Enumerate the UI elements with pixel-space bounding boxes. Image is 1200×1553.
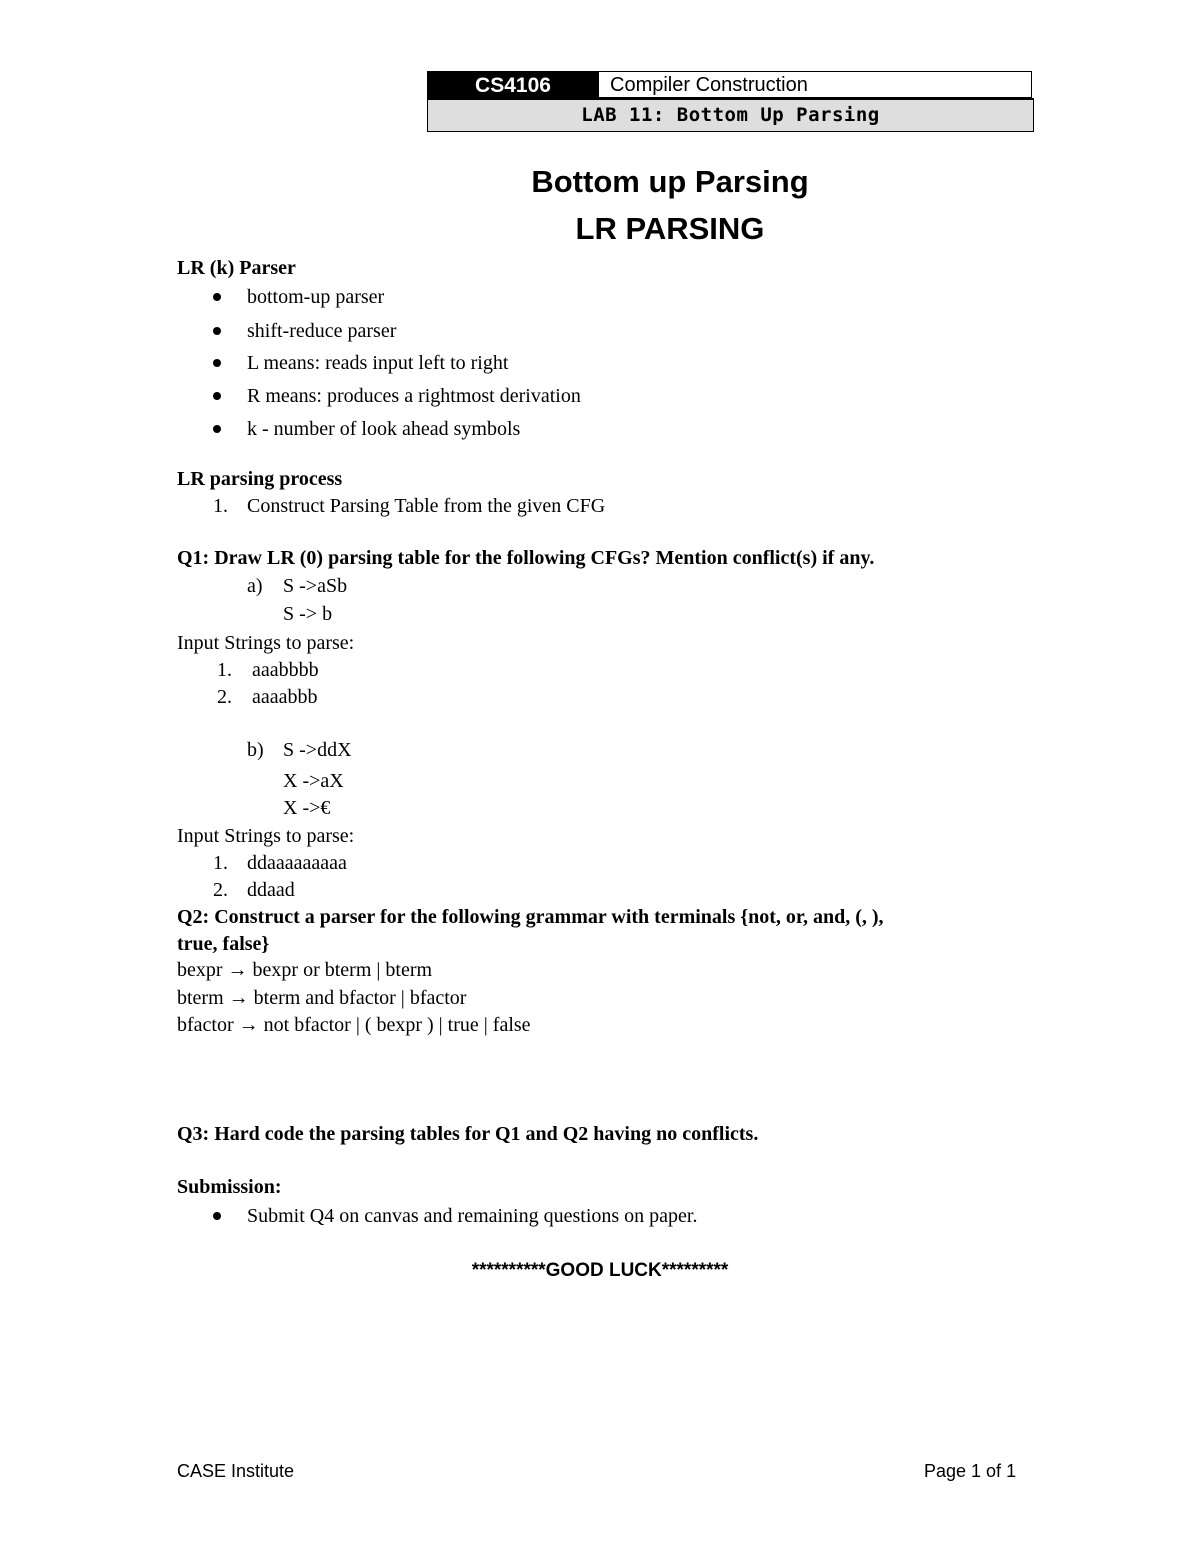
course-code: CS4106 (427, 71, 599, 100)
q2-heading: Q2: Construct a parser for the following grammar with terminals {not, or, and, (, ), (177, 906, 884, 928)
grammar-rule: S -> b (283, 603, 333, 625)
grammar-rule: bexpr → bexpr or bterm | bterm (177, 959, 433, 981)
grammar-rule: X ->€ (283, 797, 331, 819)
grammar-rule: bterm → bterm and bfactor | bfactor (177, 987, 467, 1009)
good-luck: **********GOOD LUCK********* (471, 1260, 729, 1281)
grammar-rule: bfactor → not bfactor | ( bexpr ) | true | false (177, 1014, 531, 1036)
footer-page-number: Page 1 of 1 (924, 1461, 1017, 1481)
list-number: 1. (213, 852, 228, 874)
course-name: Compiler Construction (597, 71, 1032, 98)
list-number: 2. (217, 686, 232, 708)
grammar-rule: S ->ddX (283, 739, 352, 761)
list-number: 1. (213, 495, 228, 517)
input-string: ddaad (247, 879, 295, 901)
lab-title: LAB 11: Bottom Up Parsing (427, 98, 1034, 132)
list-item: R means: produces a rightmost derivation (247, 383, 581, 409)
list-item: k - number of look ahead symbols (247, 416, 520, 442)
input-strings-label: Input Strings to parse: (177, 632, 355, 654)
list-item: Submit Q4 on canvas and remaining questions on paper. (247, 1203, 697, 1229)
list-number: 1. (217, 659, 232, 681)
lab-header (427, 71, 1034, 131)
q1-heading: Q1: Draw LR (0) parsing table for the following CFGs? Mention conflict(s) if any. (177, 547, 875, 569)
list-item: Construct Parsing Table from the given CFG (247, 495, 606, 517)
input-string: aaaabbb (252, 686, 318, 708)
part-b-label: b) (247, 739, 264, 761)
list-item: shift-reduce parser (247, 318, 396, 344)
grammar-rule: S ->aSb (283, 575, 348, 597)
lr-parser-heading: LR (k) Parser (177, 257, 296, 279)
list-item: L means: reads input left to right (247, 350, 508, 376)
q2-heading-cont: true, false} (177, 933, 270, 955)
page-title: Bottom up Parsing (531, 164, 809, 199)
list-item: bottom-up parser (247, 284, 384, 310)
input-strings-label: Input Strings to parse: (177, 825, 355, 847)
footer-institute: CASE Institute (177, 1461, 295, 1481)
q3-heading: Q3: Hard code the parsing tables for Q1 and Q2 having no conflicts. (177, 1123, 759, 1145)
submission-heading: Submission: (177, 1176, 282, 1198)
list-number: 2. (213, 879, 228, 901)
grammar-rule: X ->aX (283, 770, 344, 792)
input-string: ddaaaaaaaaa (247, 852, 347, 874)
page-subtitle: LR PARSING (575, 211, 765, 246)
lr-process-heading: LR parsing process (177, 468, 343, 490)
input-string: aaabbbb (252, 659, 319, 681)
part-a-label: a) (247, 575, 263, 597)
